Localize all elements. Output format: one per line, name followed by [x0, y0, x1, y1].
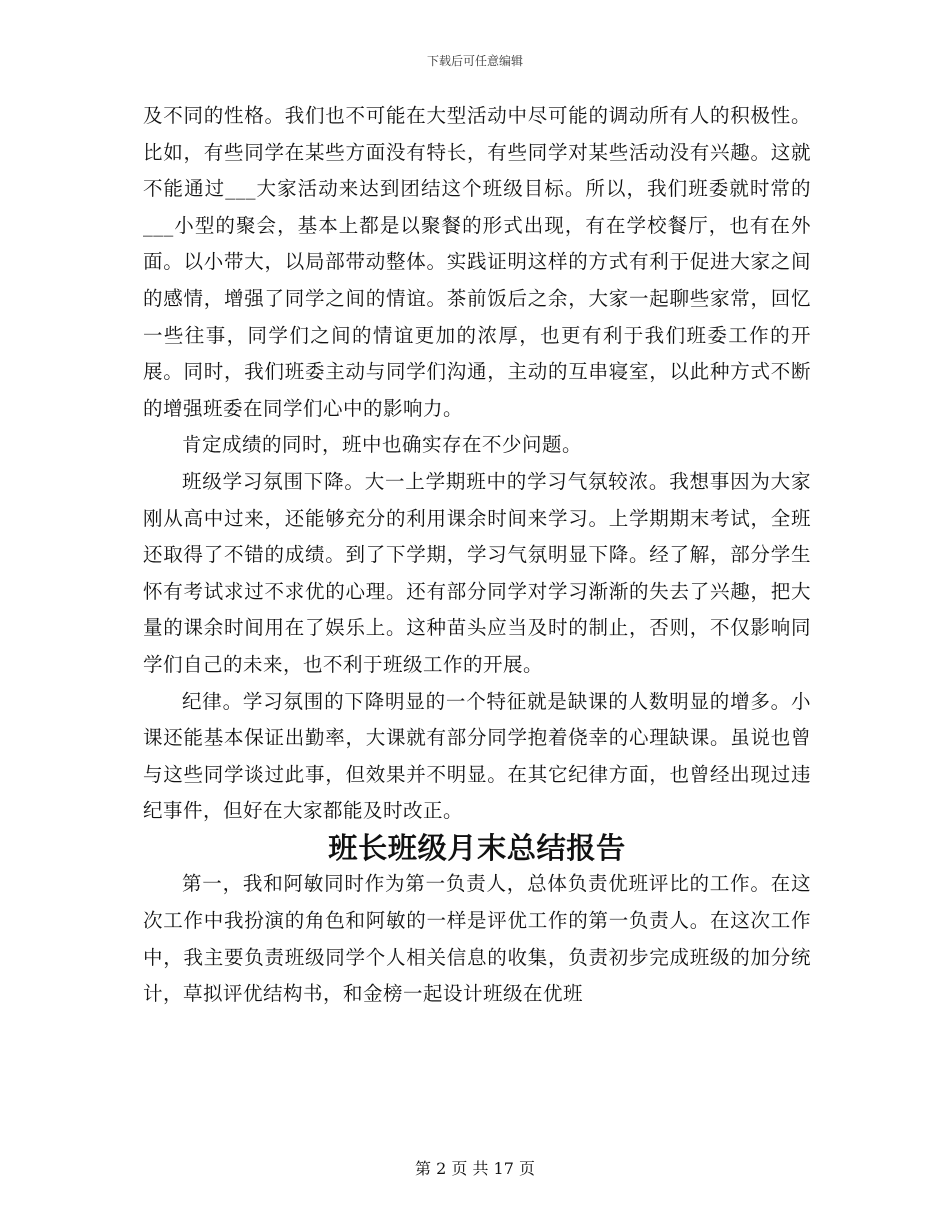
page-header: 下载后可任意编辑	[426, 54, 523, 68]
section-title: 班长班级月末总结报告	[328, 830, 626, 865]
paragraph-study-atmosphere: 班级学习氛围下降。大一上学期班中的学习气氛较浓。我想事因为大家刚从高中过来，还能够充分的利用课余时间来学习。上学期期末考试，全班还取得了不错的成绩。到了下学期，学习气氛明显下降。经了解，部分学生怀有考试求过不求优的心理。还有部分同学对学习渐渐的失去了兴趣，把大量的课余时间用在了娱乐上。这种苗头应当及时的制止，否则，不仅影响同学们自己的未来，也不利于班级工作的开展。	[143, 469, 811, 676]
document-body	[143, 98, 811, 1013]
paragraph-problems-intro: 肯定成绩的同时，班中也确实存在不少问题。	[182, 433, 583, 457]
page-number: 第 2 页 共 17 页	[415, 1159, 535, 1178]
paragraph-section-first: 第一，我和阿敏同时作为第一负责人，总体负责优班评比的工作。在这次工作中我扮演的角色和阿敏的一样是评优工作的第一负责人。在这次工作中，我主要负责班级同学个人相关信息的收集，负责初步完成班级的加分统计，草拟评优结构书，和金榜一起设计班级在优班	[143, 872, 811, 1006]
paragraph-continuation: 及不同的性格。我们也不可能在大型活动中尽可能的调动所有人的积极性。比如，有些同学在某些方面没有特长，有些同学对某些活动没有兴趣。这就不能通过___大家活动来达到团结这个班级目标。所以，我们班委就时常的___小型的聚会，基本上都是以聚餐的形式出现，有在学校餐厅，也有在外面。以小带大，以局部带动整体。实践证明这样的方式有利于促进大家之间的感情，增强了同学之间的情谊。茶前饭后之余，大家一起聊些家常，回忆一些往事，同学们之间的情谊更加的浓厚，也更有利于我们班委工作的开展。同时，我们班委主动与同学们沟通，主动的互串寝室，以此种方式不断的增强班委在同学们心中的影响力。	[143, 104, 811, 420]
paragraph-discipline: 纪律。学习氛围的下降明显的一个特征就是缺课的人数明显的增多。小课还能基本保证出勤率，大课就有部分同学抱着侥幸的心理缺课。虽说也曾与这些同学谈过此事，但效果并不明显。在其它纪律方面，也曾经出现过违纪事件，但好在大家都能及时改正。	[143, 689, 811, 823]
